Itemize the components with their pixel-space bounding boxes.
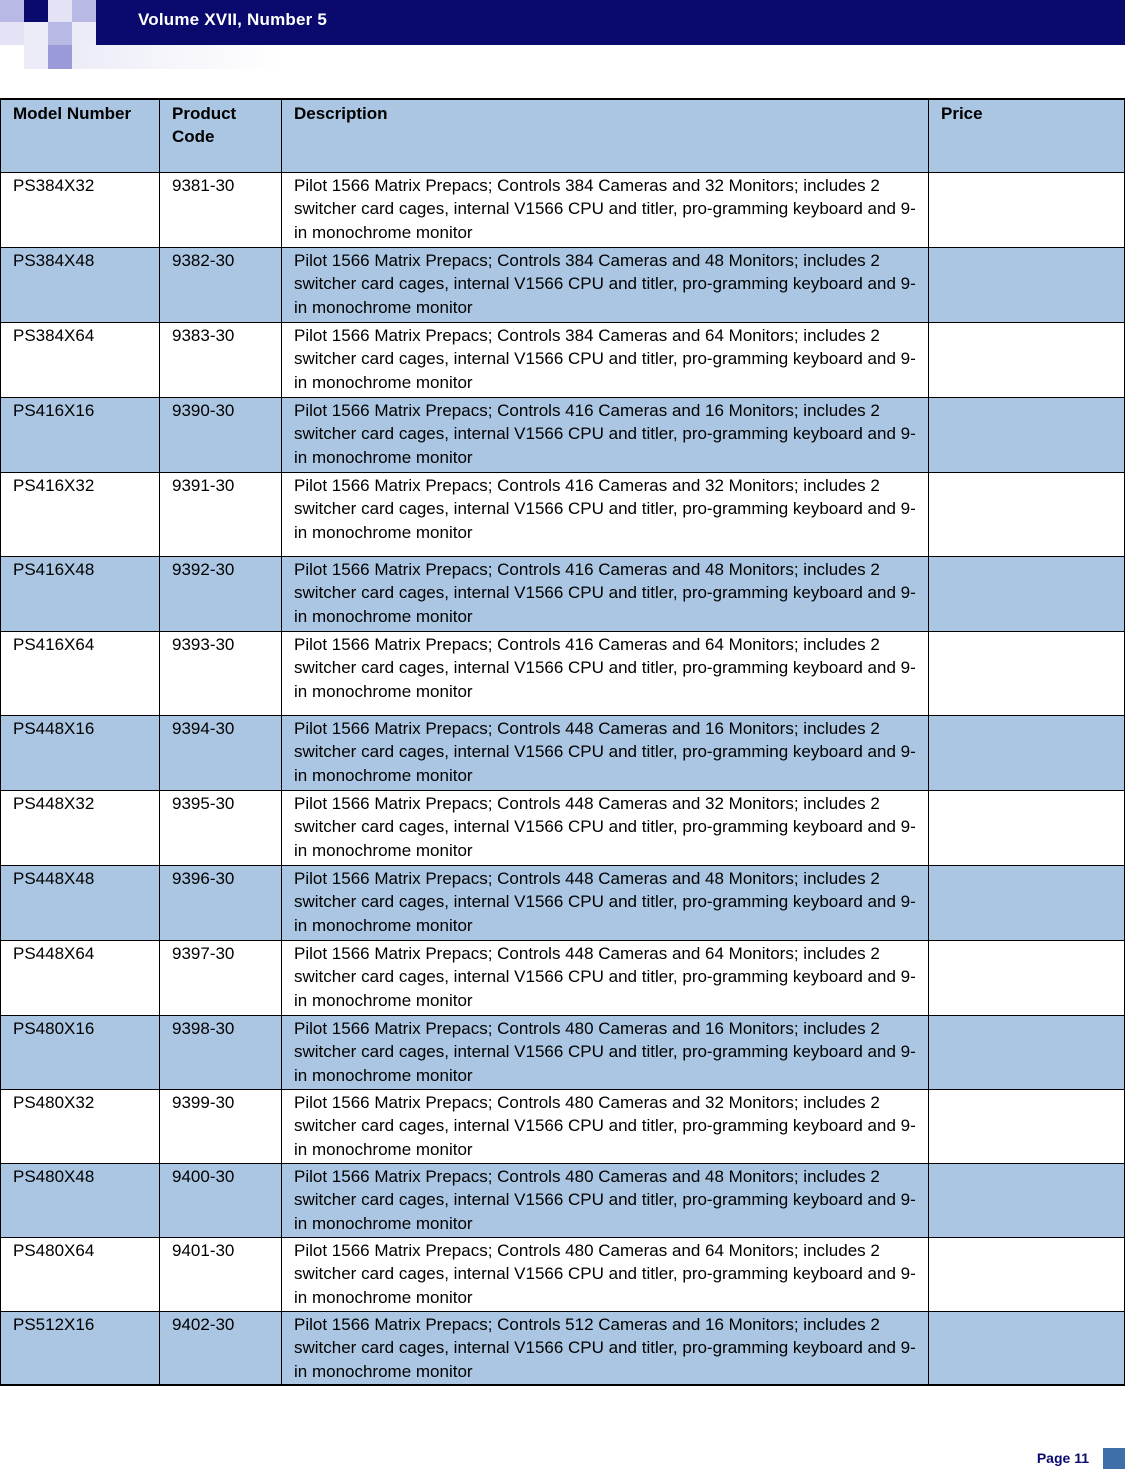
price-cell [929, 715, 1125, 790]
table-header-row [1, 99, 1125, 172]
product-code-cell: 9399-30 [160, 1089, 282, 1163]
table-row [1, 1237, 1125, 1311]
product-code-cell: 9382-30 [160, 247, 282, 322]
model-number-cell: PS416X16 [1, 397, 160, 472]
model-number-cell: PS448X48 [1, 865, 160, 940]
table-row [1, 940, 1125, 1015]
product-code-cell: 9393-30 [160, 631, 282, 715]
table-row [1, 556, 1125, 631]
volume-title: Volume XVII, Number 5 [138, 10, 328, 29]
price-cell [929, 172, 1125, 247]
price-cell [929, 247, 1125, 322]
product-code-cell: 9390-30 [160, 397, 282, 472]
model-number-cell: PS480X32 [1, 1089, 160, 1163]
table-row [1, 472, 1125, 556]
price-cell [929, 1015, 1125, 1089]
table-row [1, 790, 1125, 865]
header-decor-square-5 [0, 22, 24, 45]
description-cell: Pilot 1566 Matrix Prepacs; Controls 480 Cameras and 48 Monitors; includes 2 switcher card cages, internal V1566 CPU and titler, pro-gramming keyboard and 9-in monochrome monitor [282, 1163, 929, 1237]
description-cell: Pilot 1566 Matrix Prepacs; Controls 416 Cameras and 64 Monitors; includes 2 switcher card cages, internal V1566 CPU and titler, pro-gramming keyboard and 9-in monochrome monitor [282, 631, 929, 715]
product-code-cell: 9392-30 [160, 556, 282, 631]
description-cell: Pilot 1566 Matrix Prepacs; Controls 480 Cameras and 16 Monitors; includes 2 switcher card cages, internal V1566 CPU and titler, pro-gramming keyboard and 9-in monochrome monitor [282, 1015, 929, 1089]
description-cell: Pilot 1566 Matrix Prepacs; Controls 480 Cameras and 64 Monitors; includes 2 switcher card cages, internal V1566 CPU and titler, pro-gramming keyboard and 9-in monochrome monitor [282, 1237, 929, 1311]
model-number-cell: PS512X16 [1, 1311, 160, 1385]
column-header-product-code: Product Code [160, 99, 282, 172]
header-decor-square-1 [0, 0, 24, 22]
price-cell [929, 472, 1125, 556]
model-number-cell: PS384X32 [1, 172, 160, 247]
description-cell: Pilot 1566 Matrix Prepacs; Controls 448 Cameras and 64 Monitors; includes 2 switcher card cages, internal V1566 CPU and titler, pro-gramming keyboard and 9-in monochrome monitor [282, 940, 929, 1015]
table-row [1, 865, 1125, 940]
product-code-cell: 9398-30 [160, 1015, 282, 1089]
column-header-price: Price [929, 99, 1125, 172]
table-row [1, 1089, 1125, 1163]
product-code-cell: 9383-30 [160, 322, 282, 397]
model-number-cell: PS384X48 [1, 247, 160, 322]
header-decor-square-9 [24, 45, 48, 69]
description-cell: Pilot 1566 Matrix Prepacs; Controls 416 Cameras and 16 Monitors; includes 2 switcher card cages, internal V1566 CPU and titler, pro-gramming keyboard and 9-in monochrome monitor [282, 397, 929, 472]
model-number-cell: PS416X32 [1, 472, 160, 556]
header-decor-square-6 [24, 22, 48, 45]
description-cell: Pilot 1566 Matrix Prepacs; Controls 384 Cameras and 48 Monitors; includes 2 switcher card cages, internal V1566 CPU and titler, pro-gramming keyboard and 9-in monochrome monitor [282, 247, 929, 322]
table-row [1, 715, 1125, 790]
product-code-cell: 9394-30 [160, 715, 282, 790]
model-number-cell: PS384X64 [1, 322, 160, 397]
table-row [1, 1015, 1125, 1089]
table-row [1, 322, 1125, 397]
column-header-description: Description [282, 99, 929, 172]
page-number: Page 11 [1036, 1450, 1089, 1466]
header-decor-square-2 [24, 0, 48, 22]
model-number-cell: PS448X32 [1, 790, 160, 865]
model-number-cell: PS480X64 [1, 1237, 160, 1311]
header-decor-square-10 [48, 45, 72, 69]
product-code-cell: 9397-30 [160, 940, 282, 1015]
product-code-cell: 9401-30 [160, 1237, 282, 1311]
model-number-cell: PS416X64 [1, 631, 160, 715]
model-number-cell: PS448X64 [1, 940, 160, 1015]
column-header-model-number: Model Number [1, 99, 160, 172]
description-cell: Pilot 1566 Matrix Prepacs; Controls 480 Cameras and 32 Monitors; includes 2 switcher card cages, internal V1566 CPU and titler, pro-gramming keyboard and 9-in monochrome monitor [282, 1089, 929, 1163]
description-cell: Pilot 1566 Matrix Prepacs; Controls 448 Cameras and 16 Monitors; includes 2 switcher card cages, internal V1566 CPU and titler, pro-gramming keyboard and 9-in monochrome monitor [282, 715, 929, 790]
header-decor-square-3 [48, 0, 72, 22]
price-cell [929, 865, 1125, 940]
product-code-cell: 9402-30 [160, 1311, 282, 1385]
product-code-cell: 9400-30 [160, 1163, 282, 1237]
header-decor-square-7 [48, 22, 72, 45]
product-code-cell: 9381-30 [160, 172, 282, 247]
product-code-cell: 9391-30 [160, 472, 282, 556]
table-row [1, 631, 1125, 715]
price-cell [929, 556, 1125, 631]
description-cell: Pilot 1566 Matrix Prepacs; Controls 416 Cameras and 48 Monitors; includes 2 switcher card cages, internal V1566 CPU and titler, pro-gramming keyboard and 9-in monochrome monitor [282, 556, 929, 631]
price-cell [929, 397, 1125, 472]
table-row [1, 397, 1125, 472]
price-cell [929, 1311, 1125, 1385]
description-cell: Pilot 1566 Matrix Prepacs; Controls 448 Cameras and 48 Monitors; includes 2 switcher card cages, internal V1566 CPU and titler, pro-gramming keyboard and 9-in monochrome monitor [282, 865, 929, 940]
footer-accent-square [1103, 1448, 1125, 1469]
table-row [1, 247, 1125, 322]
product-code-cell: 9395-30 [160, 790, 282, 865]
description-cell: Pilot 1566 Matrix Prepacs; Controls 448 Cameras and 32 Monitors; includes 2 switcher card cages, internal V1566 CPU and titler, pro-gramming keyboard and 9-in monochrome monitor [282, 790, 929, 865]
header-decor-square-11 [72, 45, 282, 69]
description-cell: Pilot 1566 Matrix Prepacs; Controls 384 Cameras and 64 Monitors; includes 2 switcher card cages, internal V1566 CPU and titler, pro-gramming keyboard and 9-in monochrome monitor [282, 322, 929, 397]
table-row [1, 1311, 1125, 1385]
price-cell [929, 322, 1125, 397]
price-cell [929, 1237, 1125, 1311]
price-cell [929, 631, 1125, 715]
header-decor-square-8 [72, 22, 96, 45]
price-cell [929, 1089, 1125, 1163]
price-cell [929, 1163, 1125, 1237]
table-body [1, 172, 1125, 1385]
price-cell [929, 940, 1125, 1015]
model-number-cell: PS480X48 [1, 1163, 160, 1237]
header-decor-square-4 [72, 0, 96, 22]
price-cell [929, 790, 1125, 865]
description-cell: Pilot 1566 Matrix Prepacs; Controls 512 Cameras and 16 Monitors; includes 2 switcher card cages, internal V1566 CPU and titler, pro-gramming keyboard and 9-in monochrome monitor [282, 1311, 929, 1385]
description-cell: Pilot 1566 Matrix Prepacs; Controls 384 Cameras and 32 Monitors; includes 2 switcher card cages, internal V1566 CPU and titler, pro-gramming keyboard and 9-in monochrome monitor [282, 172, 929, 247]
table-row [1, 1163, 1125, 1237]
description-cell: Pilot 1566 Matrix Prepacs; Controls 416 Cameras and 32 Monitors; includes 2 switcher card cages, internal V1566 CPU and titler, pro-gramming keyboard and 9-in monochrome monitor [282, 472, 929, 556]
model-number-cell: PS448X16 [1, 715, 160, 790]
product-code-cell: 9396-30 [160, 865, 282, 940]
price-table [0, 98, 1125, 1386]
model-number-cell: PS416X48 [1, 556, 160, 631]
model-number-cell: PS480X16 [1, 1015, 160, 1089]
table-row [1, 172, 1125, 247]
